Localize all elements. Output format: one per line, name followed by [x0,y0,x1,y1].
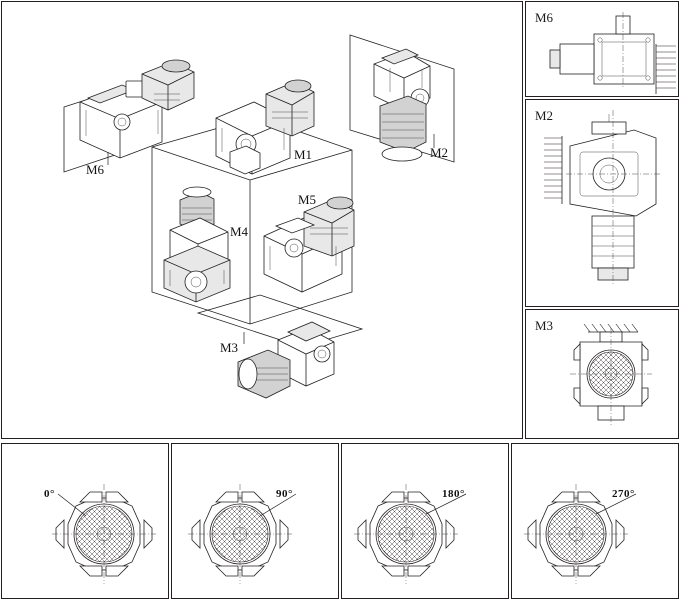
angle-drawing-0 [2,444,168,598]
angle-drawing-90 [172,444,338,598]
gear-unit-m4 [164,187,230,302]
cube-label-m4: M4 [230,224,249,239]
gear-unit-m2 [374,49,430,161]
angle-cell-90 [171,443,339,599]
cube-label-m6: M6 [86,162,105,177]
angle-cell-0 [1,443,169,599]
angle-drawing-180 [342,444,508,598]
angle-drawing-270 [512,444,678,598]
detail-label-m3: M3 [535,318,554,333]
angle-cell-270 [511,443,679,599]
detail-cell-m2 [525,99,679,307]
detail-cell-m6 [525,1,679,97]
isometric-drawing [2,2,522,438]
angle-label-270: 270° [612,488,635,500]
cube-label-m5: M5 [298,192,317,207]
cube-label-m2: M2 [430,145,449,160]
angle-cell-180 [341,443,509,599]
mounting-positions-panel [1,1,523,439]
wall-hatch-right [656,44,676,94]
gear-unit-m3 [238,322,334,398]
wall-hatch-left [544,136,562,204]
gear-unit-m6 [80,60,194,158]
angle-label-180: 180° [442,488,465,500]
detail-cell-m3 [525,309,679,439]
detail-drawing-m2 [526,100,678,306]
angle-label-90: 90° [276,488,293,500]
gear-unit-m5 [264,197,354,292]
cube-label-m3: M3 [220,340,239,355]
detail-label-m6: M6 [535,10,554,25]
detail-label-m2: M2 [535,108,554,123]
angle-label-0: 0° [44,488,55,500]
cube-label-m1: M1 [294,147,313,162]
